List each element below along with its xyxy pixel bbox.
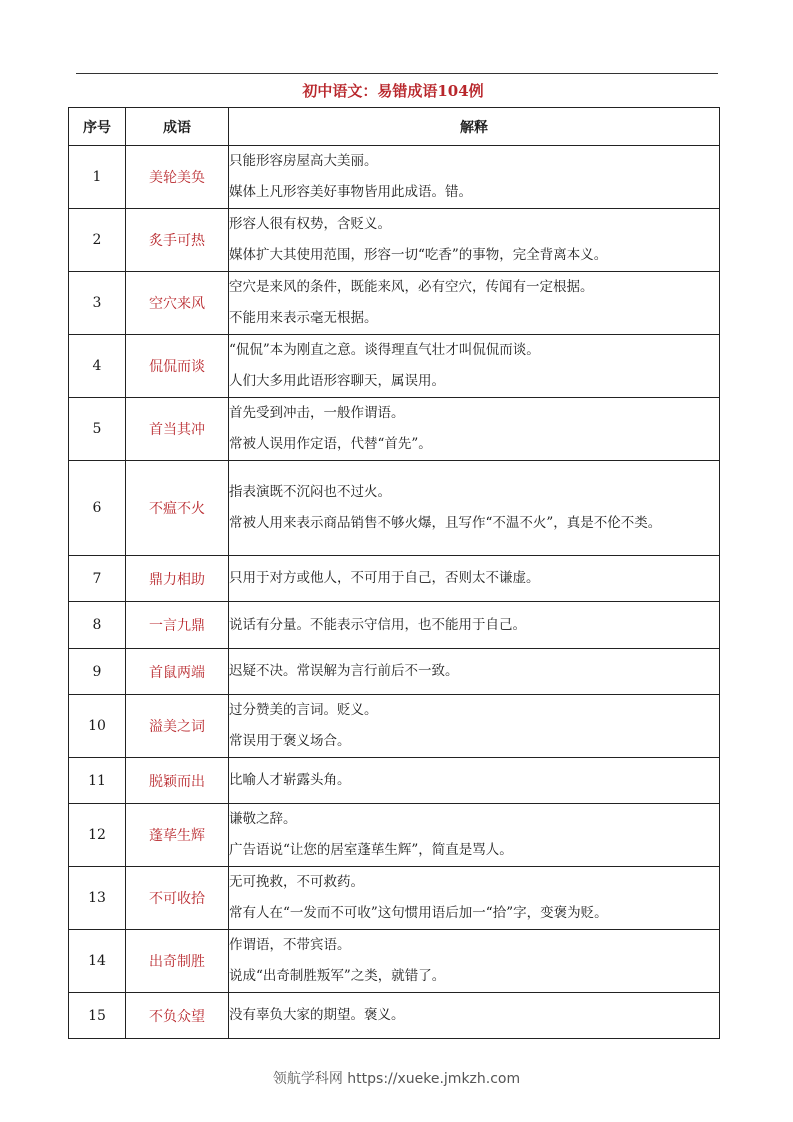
header-explanation: 解释 [229, 108, 720, 146]
explanation-line: 比喻人才崭露头角。 [229, 772, 351, 788]
table-row [69, 398, 720, 461]
explanation-cell [229, 461, 720, 556]
explanation-line: 广告语说“让您的居室蓬荜生辉”，简直是骂人。 [229, 842, 513, 858]
table-row [69, 930, 720, 993]
idiom-text: 溢美之词 [126, 695, 229, 758]
table-row [69, 146, 720, 209]
table-row [69, 993, 720, 1039]
explanation-line: “侃侃”本为刚直之意。谈得理直气壮才叫侃侃而谈。 [229, 342, 540, 358]
explanation-cell [229, 867, 720, 930]
idiom-text: 首当其冲 [126, 398, 229, 461]
idiom-text: 侃侃而谈 [126, 335, 229, 398]
row-number: 3 [69, 272, 126, 335]
row-number: 6 [69, 461, 126, 556]
document-title: 初中语文：易错成语104例 [302, 82, 484, 100]
explanation-line: 形容人很有权势，含贬义。 [229, 216, 391, 232]
row-number: 10 [69, 695, 126, 758]
row-number: 2 [69, 209, 126, 272]
explanation-line: 不能用来表示毫无根据。 [229, 310, 378, 326]
idioms-table [68, 107, 720, 1039]
explanation-cell [229, 209, 720, 272]
table-row [69, 272, 720, 335]
idiom-text: 脱颖而出 [126, 758, 229, 804]
explanation-line: 过分赞美的言词。贬义。 [229, 702, 378, 718]
table-row [69, 461, 720, 556]
table-row [69, 335, 720, 398]
row-number: 8 [69, 602, 126, 649]
table-row [69, 209, 720, 272]
explanation-line: 常被人误用作定语，代替“首先”。 [229, 436, 432, 452]
table-row [69, 649, 720, 695]
row-number: 1 [69, 146, 126, 209]
explanation-line: 说成“出奇制胜叛军”之类，就错了。 [229, 968, 446, 984]
explanation-line: 媒体扩大其使用范围，形容一切“吃香”的事物，完全背离本义。 [229, 247, 608, 263]
explanation-cell [229, 146, 720, 209]
explanation-line: 说话有分量。不能表示守信用，也不能用于自己。 [229, 616, 526, 633]
explanation-line: 作谓语，不带宾语。 [229, 937, 351, 953]
header-number: 序号 [69, 108, 126, 146]
explanation-cell [229, 804, 720, 867]
row-number: 7 [69, 556, 126, 602]
idiom-text: 炙手可热 [126, 209, 229, 272]
explanation-cell [229, 695, 720, 758]
explanation-cell [229, 556, 720, 602]
explanation-cell [229, 930, 720, 993]
explanation-line: 谦敬之辞。 [229, 811, 297, 827]
explanation-line: 空穴是来风的条件，既能来风，必有空穴，传闻有一定根据。 [229, 279, 594, 295]
explanation-cell [229, 649, 720, 695]
explanation-line: 人们大多用此语形容聊天，属误用。 [229, 373, 445, 389]
explanation-line: 无可挽救，不可救药。 [229, 874, 364, 890]
explanation-line: 常被人用来表示商品销售不够火爆，且写作“不温不火”，真是不伦不类。 [229, 515, 662, 531]
explanation-line: 指表演既不沉闷也不过火。 [229, 484, 391, 500]
explanation-cell [229, 602, 720, 649]
idiom-text: 空穴来风 [126, 272, 229, 335]
idiom-text: 不负众望 [126, 993, 229, 1039]
explanation-cell [229, 272, 720, 335]
table-row [69, 867, 720, 930]
row-number: 15 [69, 993, 126, 1039]
row-number: 11 [69, 758, 126, 804]
row-number: 5 [69, 398, 126, 461]
explanation-line: 常有人在“一发而不可收”这句惯用语后加一“拾”字，变褒为贬。 [229, 905, 608, 921]
idiom-text: 美轮美奂 [126, 146, 229, 209]
header-rule [76, 73, 718, 74]
explanation-line: 只用于对方或他人，不可用于自己，否则太不谦虚。 [229, 570, 540, 586]
row-number: 12 [69, 804, 126, 867]
explanation-line: 没有辜负大家的期望。褒义。 [229, 1007, 405, 1023]
footer-watermark: 领航学科网 https://xueke.jmkzh.com [272, 1071, 521, 1087]
explanation-line: 常误用于褒义场合。 [229, 733, 351, 749]
table-row [69, 556, 720, 602]
explanation-line: 迟疑不决。常误解为言行前后不一致。 [229, 663, 459, 679]
idiom-text: 鼎力相助 [126, 556, 229, 602]
idiom-text: 不可收拾 [126, 867, 229, 930]
row-number: 9 [69, 649, 126, 695]
row-number: 4 [69, 335, 126, 398]
idiom-text: 不瘟不火 [126, 461, 229, 556]
idiom-text: 首鼠两端 [126, 649, 229, 695]
explanation-line: 媒体上凡形容美好事物皆用此成语。错。 [229, 184, 472, 200]
idiom-text: 蓬荜生辉 [126, 804, 229, 867]
table-row [69, 758, 720, 804]
idiom-text: 一言九鼎 [126, 602, 229, 649]
explanation-cell [229, 398, 720, 461]
table-row [69, 602, 720, 649]
explanation-cell [229, 993, 720, 1039]
row-number: 13 [69, 867, 126, 930]
table-row [69, 695, 720, 758]
explanation-cell [229, 335, 720, 398]
explanation-line: 只能形容房屋高大美丽。 [229, 153, 378, 169]
table-row [69, 804, 720, 867]
row-number: 14 [69, 930, 126, 993]
explanation-line: 首先受到冲击，一般作谓语。 [229, 405, 405, 421]
idiom-text: 出奇制胜 [126, 930, 229, 993]
explanation-cell [229, 758, 720, 804]
table-body [69, 146, 720, 1039]
header-idiom: 成语 [126, 108, 229, 146]
table-header-row [69, 108, 720, 146]
